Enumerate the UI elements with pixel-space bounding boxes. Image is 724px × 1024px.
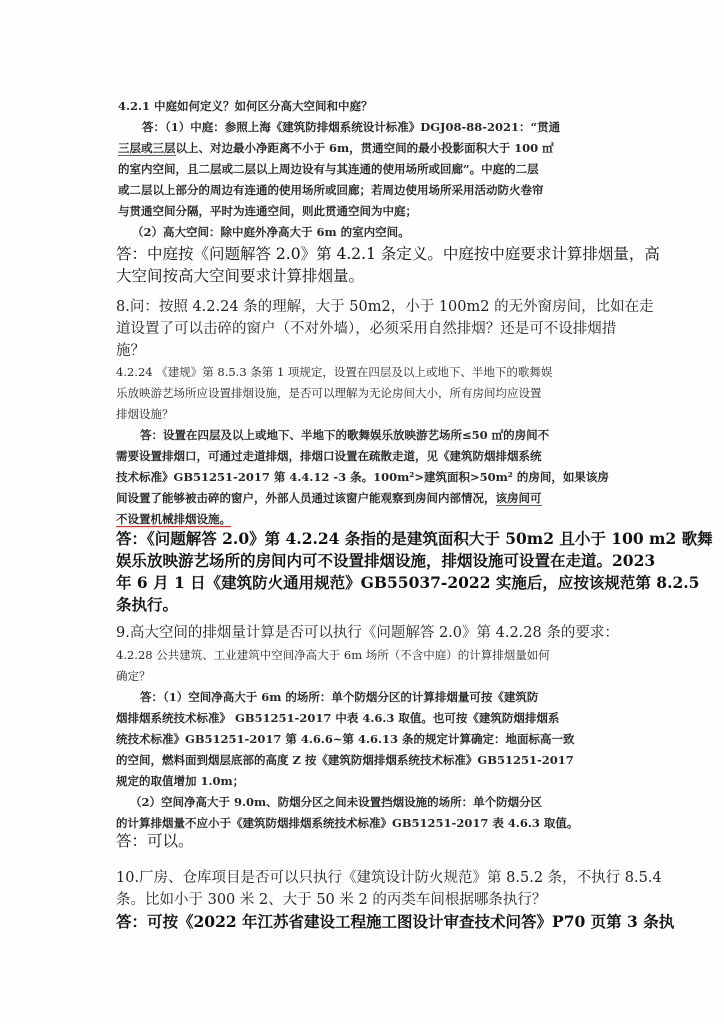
red-underline-highlight: 不设置机械排烟设施。 — [116, 512, 231, 526]
answer-line: 答：可按《2022 年江苏省建设工程施工图设计审查技术问答》P70 页第 3 条执 — [116, 912, 675, 931]
answer-line: 条执行。 — [116, 595, 179, 614]
excerpt-line: 答：设置在四层及以上或地下、半地下的歌舞娱乐放映游艺场所≤50 ㎡的房间不 — [140, 428, 550, 442]
answer-line: 娱乐放映游艺场所的房间内可不设置排烟设施，排烟设施可设置在走道。2023 — [116, 551, 656, 570]
answer-line: 年 6 月 1 日《建筑防火通用规范》GB55037-2022 实施后，应按该规范第 8.2.5 — [116, 573, 700, 592]
answer-2 — [116, 528, 713, 616]
excerpt-line — [116, 488, 616, 509]
excerpt-line: 乐放映游艺场所应设置排烟设施，是否可以理解为无论房间大小，所有房间均应设置 — [116, 386, 542, 400]
answer-4 — [116, 911, 675, 933]
excerpt-line: 答：（1）空间净高大于 6m 的场所：单个防烟分区的计算排烟量可按《建筑防 — [140, 690, 539, 704]
answer-line: 答：《问题解答 2.0》第 4.2.24 条指的是建筑面积大于 50m2 且小于 100 m2 歌舞 — [116, 529, 713, 548]
question-line: 9.高大空间的排烟量计算是否可以执行《问题解答 2.0》第 4.2.28 条的要求： — [116, 625, 619, 641]
question-line: 道设置了可以击碎的窗户（不对外墙），必须采用自然排烟？还是可不设排烟措 — [116, 321, 617, 337]
answer-line: 大空间按高大空间要求计算排烟量。 — [116, 267, 365, 285]
excerpt-line: 确定？ — [116, 669, 151, 683]
answer-1 — [116, 243, 660, 287]
answer-line: 答：可以。 — [116, 832, 194, 850]
excerpt-4-2-1 — [118, 96, 618, 243]
excerpt-text: 以上、对边最小净距离不小于 6m，贯通空间的最小投影面积大于 100 ㎡ — [175, 141, 554, 155]
red-underline-highlight: 三层或三层 — [118, 141, 176, 155]
excerpt-title: 4.2.1 中庭如何定义？如何区分高大空间和中庭？ — [118, 99, 373, 113]
excerpt-line — [118, 138, 618, 159]
question-8 — [116, 296, 654, 362]
excerpt-line: 的计算排烟量不应小于《建筑防烟排烟系统技术标准》GB51251-2017 表 4.6.3 取值。 — [116, 816, 579, 830]
question-9 — [116, 622, 626, 644]
excerpt-line: 统技术标准》GB51251-2017 第 4.6.6~第 4.6.13 条的规定计算确定：地面标高一致 — [116, 732, 575, 746]
excerpt-line: 排烟设施？ — [116, 407, 174, 421]
excerpt-line: 规定的取值增加 1.0m； — [116, 774, 245, 788]
red-underline-highlight: 该房间可 — [495, 491, 542, 505]
excerpt-line: （2）高大空间：除中庭外净高大于 6m 的室内空间。 — [132, 225, 410, 239]
excerpt-line: 的空间，燃料面到烟层底部的高度 Z 按《建筑防烟排烟系统技术标准》GB51251-2017 — [116, 753, 574, 767]
excerpt-line: 与贯通空间分隔，平时为连通空间，则此贯通空间为中庭； — [118, 204, 417, 218]
question-line: 8.问：按照 4.2.24 条的理解，大于 50m2，小于 100m2 的无外窗房间，比如在走 — [116, 299, 654, 315]
excerpt-4-2-24 — [116, 362, 616, 530]
excerpt-line: （2）空间净高大于 9.0m、防烟分区之间未设置挡烟设施的场所：单个防烟分区 — [130, 795, 543, 809]
question-line: 条。比如小于 300 米 2、大于 50 米 2 的丙类车间根据哪条执行？ — [116, 892, 547, 908]
answer-line: 答：中庭按《问题解答 2.0》第 4.2.1 条定义。中庭按中庭要求计算排烟量，高 — [116, 245, 660, 263]
question-line: 施？ — [116, 343, 145, 359]
excerpt-text: 间设置了能够被击碎的窗户，外部人员通过该窗户能观察到房间内部情况， — [116, 491, 496, 505]
question-10 — [116, 867, 662, 911]
excerpt-4-2-28 — [116, 645, 616, 834]
excerpt-line: 或二层以上部分的周边有连通的使用场所或回廊；若周边使用场所采用活动防火卷帘 — [118, 183, 544, 197]
excerpt-line: 技术标准》GB51251-2017 第 4.4.12 -3 条。100m²>建筑面积>50m² 的房间，如果该房 — [116, 470, 609, 484]
excerpt-line: 的室内空间，且二层或二层以上周边设有与其连通的使用场所或回廊”。中庭的二层 — [118, 162, 539, 176]
excerpt-line: 烟排烟系统技术标准》 GB51251-2017 中表 4.6.3 取值。也可按《建筑防烟排烟系 — [116, 711, 560, 725]
excerpt-line — [116, 509, 616, 530]
excerpt-line: 答：（1）中庭：参照上海《建筑防排烟系统设计标准》DGJ08-88-2021：“贯通 — [142, 120, 561, 134]
excerpt-line: 需要设置排烟口，可通过走道排烟，排烟口设置在疏散走道，见《建筑防烟排烟系统 — [116, 449, 542, 463]
excerpt-line: 4.2.24 《建规》第 8.5.3 条第 1 项规定，设置在四层及以上或地下、半地下的歌舞娱 — [116, 365, 553, 379]
excerpt-line: 4.2.28 公共建筑、工业建筑中空间净高大于 6m 场所（不含中庭）的计算排烟量如何 — [116, 648, 550, 662]
question-line: 10.厂房、仓库项目是否可以只执行《建筑设计防火规范》第 8.5.2 条，不执行 8.5.4 — [116, 870, 662, 886]
answer-3 — [116, 830, 626, 852]
